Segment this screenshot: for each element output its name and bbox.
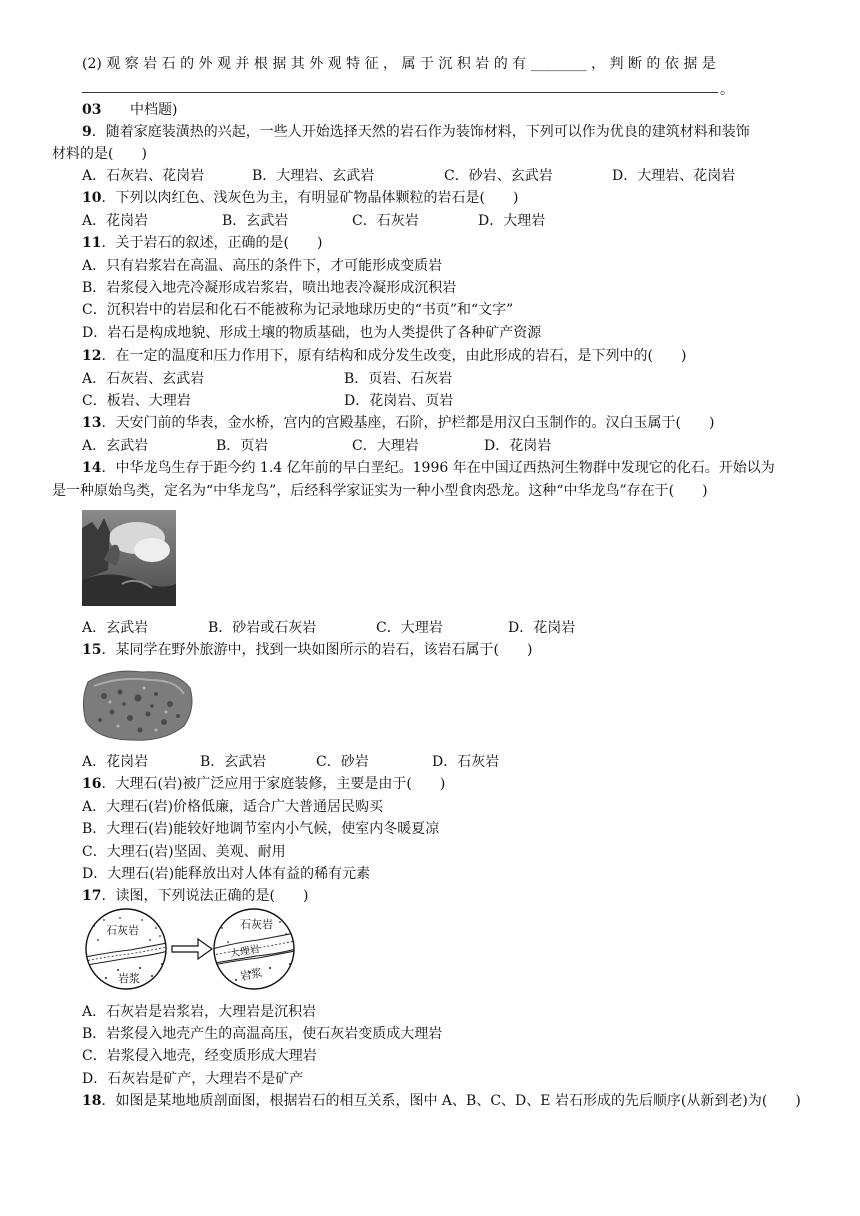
q13-option-c: C．大理岩 (352, 438, 419, 454)
section-number: 03 (82, 102, 102, 118)
question-14 (82, 458, 775, 478)
left-limestone-label: 石灰岩 (106, 924, 139, 937)
right-magma-label: 岩浆 (239, 966, 264, 984)
question-number: 12 (82, 348, 102, 364)
q16-option-d: D．大理石(岩)能释放出对人体有益的稀有元素 (82, 866, 371, 882)
q8-part2-end: 。 (720, 82, 734, 98)
question-number: 13 (82, 415, 102, 431)
q14-option-b: B．砂岩或石灰岩 (208, 620, 317, 636)
question-number: 17 (82, 888, 102, 904)
q17-option-d: D．石灰岩是矿产，大理岩不是矿产 (82, 1071, 304, 1087)
q16-option-a: A．大理石(岩)价格低廉，适合广大普通居民购买 (82, 799, 384, 815)
question-18 (82, 1091, 801, 1111)
arrow-icon (172, 939, 212, 959)
q17-option-b: B．岩浆侵入地壳产生的高温高压，使石灰岩变质成大理岩 (82, 1026, 443, 1042)
question-number: 15 (82, 642, 102, 658)
q15-option-c: C．砂岩 (316, 754, 369, 770)
question-9-cont: 材料的是( ) (52, 146, 147, 162)
q16-option-c: C．大理石(岩)坚固、美观、耐用 (82, 844, 286, 860)
question-text: ．在一定的温度和压力作用下，原有结构和成分发生改变，由此形成的岩石，是下列中的( ) (101, 348, 687, 364)
q9-option-d: D．大理岩、花岗岩 (612, 168, 736, 184)
question-number: 11 (82, 235, 102, 251)
q15-option-d: D．石灰岩 (432, 754, 500, 770)
q9-option-b: B．大理岩、玄武岩 (252, 168, 375, 184)
question-number: 18 (82, 1093, 102, 1109)
q11-option-c: C．沉积岩中的岩层和化石不能被称为记录地球历史的“书页”和“文字” (82, 302, 514, 318)
question-text: ．某同学在野外旅游中，找到一块如图所示的岩石，该岩石属于( ) (101, 642, 533, 658)
question-9 (82, 122, 750, 142)
q9-option-a: A．石灰岩、花岗岩 (82, 168, 205, 184)
question-12 (82, 346, 686, 366)
q12-option-b: B．页岩、石灰岩 (344, 371, 453, 387)
q15-option-a: A．花岗岩 (82, 754, 149, 770)
metamorphism-diagram (80, 906, 300, 992)
q14-option-a: A．玄武岩 (82, 620, 149, 636)
q9-option-c: C．砂岩、玄武岩 (444, 168, 553, 184)
q11-option-d: D．岩石是构成地貌、形成土壤的物质基础，也为人类提供了各种矿产资源 (82, 325, 542, 341)
q17-option-a: A．石灰岩是岩浆岩，大理岩是沉积岩 (82, 1004, 317, 1020)
q12-option-c: C．板岩、大理岩 (82, 393, 191, 409)
rock-sample-photo (80, 664, 196, 744)
q12-option-d: D．花岗岩、页岩 (344, 393, 454, 409)
question-text: ．中华龙鸟生存于距今约 1.4 亿年前的早白垩纪。1996 年在中国辽西热河生物群中发现它的化石。开始以为 (101, 460, 775, 476)
right-limestone-label: 石灰岩 (240, 918, 273, 931)
question-14-cont: 是一种原始鸟类，定名为“中华龙鸟”，后经科学家证实为一种小型食肉恐龙。这种“中华龙鸟”存在于( ) (52, 483, 708, 499)
q16-option-b: B．大理石(岩)能较好地调节室内小气候，使室内冬暖夏凉 (82, 821, 440, 837)
q8-part2-line1: (2) 观 察 岩 石 的 外 观 并 根 据 其 外 观 特 征 ， 属 于 沉 积 岩 的 有 ________ ， 判 断 的 依 据 是 (82, 56, 716, 72)
question-text: ．读图，下列说法正确的是( ) (101, 888, 309, 904)
question-number: 10 (82, 190, 102, 206)
q10-option-a: A．花岗岩 (82, 213, 149, 229)
question-text: ．随着家庭装潢热的兴起，一些人开始选择天然的岩石作为装饰材料，下列可以作为优良的建筑材料和装饰 (91, 124, 750, 140)
q11-option-b: B．岩浆侵入地壳冷凝形成岩浆岩，喷出地表冷凝形成沉积岩 (82, 280, 457, 296)
q12-option-a: A．石灰岩、玄武岩 (82, 371, 205, 387)
question-16 (82, 774, 445, 794)
question-text: ．下列以肉红色、浅灰色为主，有明显矿物晶体颗粒的岩石是( ) (101, 190, 519, 206)
question-text: ．大理石(岩)被广泛应用于家庭装修，主要是由于( ) (101, 776, 446, 792)
q10-option-c: C．石灰岩 (352, 213, 419, 229)
q10-option-d: D．大理岩 (478, 213, 546, 229)
left-magma-label: 岩浆 (118, 972, 140, 985)
question-text: ．如图是某地地质剖面图，根据岩石的相互关系，图中 A、B、C、D、E 岩石形成的先后顺序(从新到老)为( ) (101, 1093, 801, 1109)
question-text: ．关于岩石的叙述，正确的是( ) (101, 235, 323, 251)
section-label: 中档题) (130, 102, 178, 118)
dinosaur-fossil-photo (82, 510, 176, 606)
q11-option-a: A．只有岩浆岩在高温、高压的条件下，才可能形成变质岩 (82, 258, 443, 274)
q14-option-c: C．大理岩 (376, 620, 443, 636)
question-text: ．天安门前的华表，金水桥，宫内的宫殿基座，石阶，护栏都是用汉白玉制作的。汉白玉属于( ) (101, 415, 715, 431)
question-10 (82, 188, 518, 208)
answer-blank-line (82, 92, 718, 93)
question-number: 14 (82, 460, 102, 476)
q17-option-c: C．岩浆侵入地壳，经变质形成大理岩 (82, 1048, 317, 1064)
q15-option-b: B．玄武岩 (200, 754, 267, 770)
q13-option-d: D．花岗岩 (484, 438, 552, 454)
q10-option-b: B．玄武岩 (222, 213, 289, 229)
marble-label: 大理岩 (229, 944, 261, 961)
question-13 (82, 413, 714, 433)
question-number: 9 (82, 124, 92, 140)
question-number: 16 (82, 776, 102, 792)
question-11 (82, 233, 322, 253)
q13-option-b: B．页岩 (216, 438, 269, 454)
q13-option-a: A．玄武岩 (82, 438, 149, 454)
q14-option-d: D．花岗岩 (508, 620, 576, 636)
question-15 (82, 640, 532, 660)
question-17 (82, 886, 308, 906)
